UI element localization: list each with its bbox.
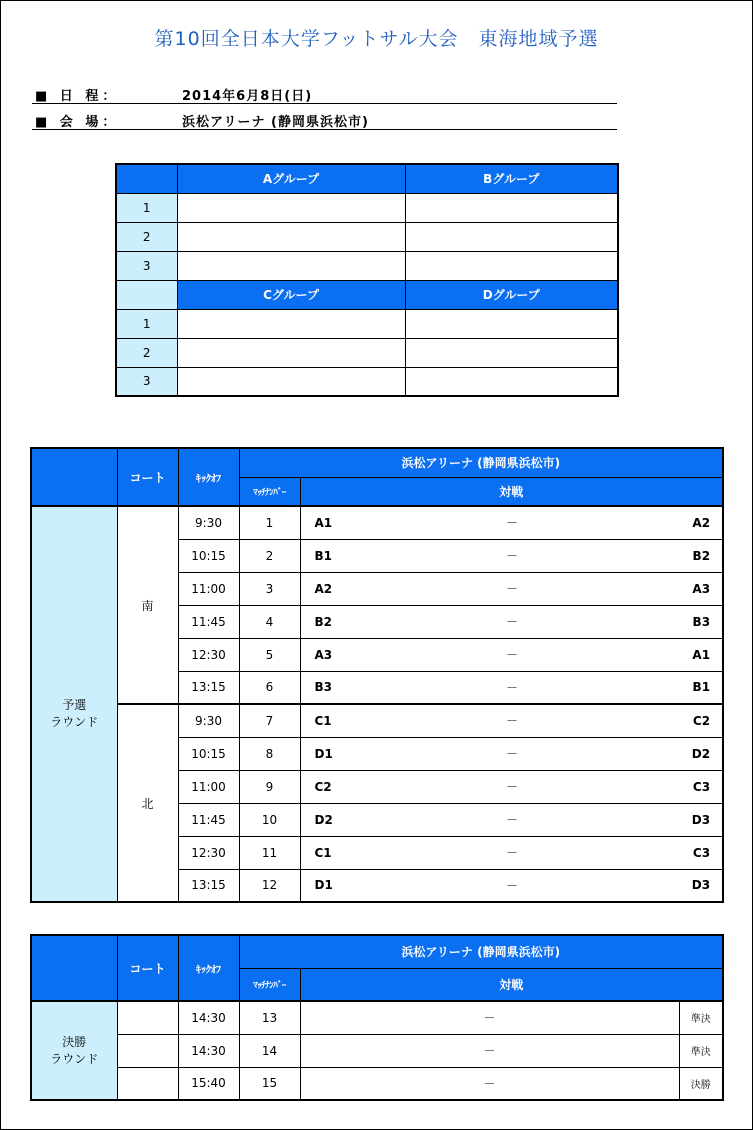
- group-table: [115, 163, 619, 397]
- away-team: B2: [640, 539, 723, 572]
- group-cell[interactable]: [177, 367, 405, 396]
- away-team: A3: [640, 572, 723, 605]
- group-cell[interactable]: [405, 222, 618, 251]
- home-team: D1: [300, 869, 384, 902]
- away-team: C3: [640, 770, 723, 803]
- away-team: C2: [640, 704, 723, 737]
- info-row-date: [32, 82, 617, 104]
- court-south: 南: [117, 506, 178, 704]
- match-number: 6: [239, 671, 300, 704]
- group-cell[interactable]: [405, 309, 618, 338]
- match-number: 1: [239, 506, 300, 539]
- vs-dash: －: [384, 539, 640, 572]
- group-header-d: Dグループ: [405, 280, 618, 309]
- group-header-c: Cグループ: [177, 280, 405, 309]
- court-cell: [117, 1034, 178, 1067]
- home-team: D1: [300, 737, 384, 770]
- away-team: B3: [640, 605, 723, 638]
- home-team: C1: [300, 704, 384, 737]
- group-row-number: 3: [116, 367, 177, 396]
- venue-header: 浜松アリーナ (静岡県浜松市): [239, 935, 723, 968]
- group-cell[interactable]: [177, 251, 405, 280]
- away-team: A1: [640, 638, 723, 671]
- group-row-number: 3: [116, 251, 177, 280]
- away-team: A2: [640, 506, 723, 539]
- away-team: D3: [640, 869, 723, 902]
- preliminary-schedule-table: [30, 447, 724, 903]
- kickoff-time: 15:40: [178, 1067, 239, 1100]
- info-value: 浜松アリーナ (静岡県浜松市): [182, 115, 369, 130]
- page-title: 第10回全日本大学フットサル大会 東海地域予選: [154, 28, 599, 50]
- info-value: 2014年6月8日(日): [182, 89, 313, 104]
- kickoff-time: 11:00: [178, 770, 239, 803]
- match-type: 決勝: [679, 1067, 723, 1100]
- match-number: 11: [239, 836, 300, 869]
- vs-dash: －: [384, 737, 640, 770]
- round-label-line: ラウンド: [50, 715, 99, 729]
- group-cell[interactable]: [405, 251, 618, 280]
- vs-dash: －: [384, 836, 640, 869]
- kickoff-time: 13:15: [178, 671, 239, 704]
- match-number: 4: [239, 605, 300, 638]
- group-row-number: 1: [116, 309, 177, 338]
- group-corner: [116, 164, 177, 193]
- group-header-a: Aグループ: [177, 164, 405, 193]
- vs-dash: －: [300, 1034, 679, 1067]
- match-number: 7: [239, 704, 300, 737]
- group-cell[interactable]: [405, 193, 618, 222]
- match-type: 準決: [679, 1034, 723, 1067]
- group-cell[interactable]: [405, 367, 618, 396]
- kickoff-time: 14:30: [178, 1034, 239, 1067]
- home-team: B1: [300, 539, 384, 572]
- vs-dash: －: [384, 638, 640, 671]
- finals-schedule-table: [30, 934, 724, 1101]
- round-label-line: ラウンド: [50, 1051, 99, 1066]
- match-number: 5: [239, 638, 300, 671]
- match-number: 10: [239, 803, 300, 836]
- match-type: 準決: [679, 1001, 723, 1034]
- court-header: コート: [117, 935, 178, 1001]
- match-number: 9: [239, 770, 300, 803]
- group-header-b: Bグループ: [405, 164, 618, 193]
- matchup-header: 対戦: [300, 477, 723, 506]
- kickoff-time: 12:30: [178, 836, 239, 869]
- group-cell[interactable]: [405, 338, 618, 367]
- match-number: 14: [239, 1034, 300, 1067]
- away-team: B1: [640, 671, 723, 704]
- info-row-venue: [32, 108, 617, 130]
- vs-dash: －: [384, 770, 640, 803]
- match-number: 8: [239, 737, 300, 770]
- match-number-header: ﾏｯﾁﾅﾝﾊﾞｰ: [239, 477, 300, 506]
- kickoff-time: 12:30: [178, 638, 239, 671]
- court-cell: [117, 1067, 178, 1100]
- vs-dash: －: [384, 704, 640, 737]
- match-number: 2: [239, 539, 300, 572]
- vs-dash: －: [384, 869, 640, 902]
- venue-header: 浜松アリーナ (静岡県浜松市): [239, 448, 723, 477]
- round-header: [31, 935, 117, 1001]
- vs-dash: －: [384, 605, 640, 638]
- vs-dash: －: [300, 1067, 679, 1100]
- home-team: D2: [300, 803, 384, 836]
- kickoff-time: 10:15: [178, 539, 239, 572]
- home-team: A2: [300, 572, 384, 605]
- match-number: 15: [239, 1067, 300, 1100]
- round-label-line: 予選: [62, 698, 87, 712]
- home-team: C2: [300, 770, 384, 803]
- info-label: ■ 会 場：: [35, 115, 120, 130]
- group-row-number: 2: [116, 222, 177, 251]
- kickoff-time: 11:00: [178, 572, 239, 605]
- home-team: A1: [300, 506, 384, 539]
- vs-dash: －: [384, 671, 640, 704]
- away-team: C3: [640, 836, 723, 869]
- home-team: C1: [300, 836, 384, 869]
- kickoff-header: ｷｯｸｵﾌ: [178, 448, 239, 506]
- group-cell[interactable]: [177, 309, 405, 338]
- match-number: 12: [239, 869, 300, 902]
- away-team: D2: [640, 737, 723, 770]
- round-label: [31, 1001, 117, 1100]
- matchup-header: 対戦: [300, 968, 723, 1001]
- kickoff-time: 14:30: [178, 1001, 239, 1034]
- round-label: [31, 506, 117, 902]
- court-north: 北: [117, 704, 178, 902]
- kickoff-header: ｷｯｸｵﾌ: [178, 935, 239, 1001]
- vs-dash: －: [384, 803, 640, 836]
- home-team: A3: [300, 638, 384, 671]
- kickoff-time: 13:15: [178, 869, 239, 902]
- round-label-line: 決勝: [62, 1034, 87, 1049]
- match-number-header: ﾏｯﾁﾅﾝﾊﾞｰ: [239, 968, 300, 1001]
- group-cell[interactable]: [177, 222, 405, 251]
- round-header: [31, 448, 117, 506]
- kickoff-time: 11:45: [178, 803, 239, 836]
- kickoff-time: 10:15: [178, 737, 239, 770]
- group-row-number: 2: [116, 338, 177, 367]
- info-label: ■ 日 程：: [35, 89, 120, 104]
- vs-dash: －: [300, 1001, 679, 1034]
- vs-dash: －: [384, 506, 640, 539]
- kickoff-time: 9:30: [178, 506, 239, 539]
- group-cell[interactable]: [177, 338, 405, 367]
- home-team: B3: [300, 671, 384, 704]
- kickoff-time: 11:45: [178, 605, 239, 638]
- kickoff-time: 9:30: [178, 704, 239, 737]
- group-row-number: 1: [116, 193, 177, 222]
- vs-dash: －: [384, 572, 640, 605]
- group-cell[interactable]: [177, 193, 405, 222]
- court-cell: [117, 1001, 178, 1034]
- group-corner: [116, 280, 177, 309]
- home-team: B2: [300, 605, 384, 638]
- match-number: 13: [239, 1001, 300, 1034]
- court-header: コート: [117, 448, 178, 506]
- away-team: D3: [640, 803, 723, 836]
- match-number: 3: [239, 572, 300, 605]
